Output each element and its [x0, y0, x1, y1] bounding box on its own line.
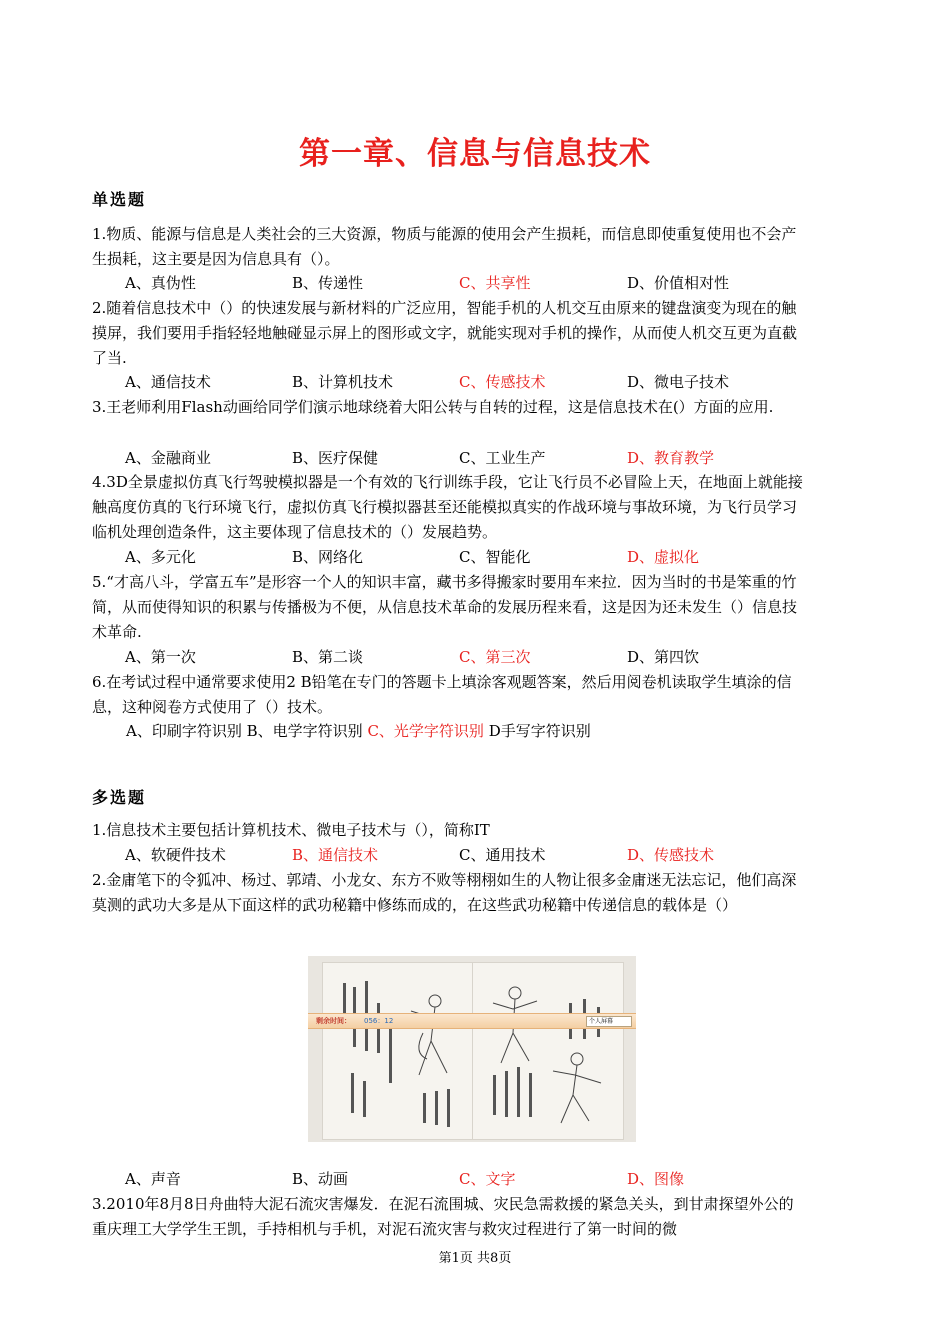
- question-text: 2.随着信息技术中（）的快速发展与新材料的广泛应用，智能手机的人机交互由原来的键盘演变为现在的触摸屏，我们要用手指轻轻地触碰显示屏上的图形或文字，就能实现对手机的操作，从而使人机交互更为直截了当.: [92, 299, 798, 367]
- option: A、多元化: [125, 548, 196, 566]
- question-text: 2.金庸笔下的令狐冲、杨过、郭靖、小龙女、东方不败等栩栩如生的人物让很多金庸迷无法忘记，他们高深莫测的武功大多是从下面这样的武功秘籍中修练而成的，在这些武功秘籍中传递信息的载体是（）: [92, 871, 797, 914]
- answer-option: D、传感技术: [627, 846, 715, 864]
- question-text: 3.王老师利用Flash动画给同学们演示地球绕着大阳公转与自转的过程，这是信息技术在(）方面的应用.: [92, 398, 774, 416]
- option: A、真伪性: [125, 274, 196, 292]
- question-text: 3.2010年8月8日舟曲特大泥石流灾害爆发．在泥石流围城、灾民急需救援的紧急关头，到甘肃探望外公的重庆理工大学学生王凯，手持相机与手机，对泥石流灾害与救灾过程进行了第一时间的微: [92, 1195, 794, 1238]
- option: B、医疗保健: [292, 449, 379, 467]
- option-row: [125, 370, 805, 394]
- option: B、电学字符识别: [246, 722, 363, 740]
- option: D、第四饮: [627, 648, 700, 666]
- option: C、工业生产: [459, 449, 546, 467]
- option: A、第一次: [125, 648, 196, 666]
- answer-option: C、共享性: [459, 274, 531, 292]
- exam-timer-bar: [308, 1013, 636, 1029]
- manual-photo: [308, 956, 636, 1142]
- option: A、软硬件技术: [125, 846, 226, 864]
- answer-option: B、通信技术: [292, 846, 379, 864]
- answer-option: C、第三次: [459, 648, 531, 666]
- answer-option: D、虚拟化: [627, 548, 700, 566]
- page-footer: 第1页 共8页: [438, 1251, 512, 1266]
- question-text: 1.信息技术主要包括计算机技术、微电子技术与（），简称IT: [92, 821, 490, 839]
- option: B、计算机技术: [292, 373, 394, 391]
- option-row: [125, 645, 805, 669]
- option: B、第二谈: [292, 648, 364, 666]
- timer-label: 剩余时间：: [316, 1017, 351, 1025]
- section-heading-multi: 多选题: [92, 788, 147, 807]
- screen-dropdown: 个人屏幕: [586, 1016, 632, 1027]
- option: B、传递性: [292, 274, 364, 292]
- question-text: 4.3D全景虚拟仿真飞行驾驶模拟器是一个有效的飞行训练手段，它让飞行员不必冒险上天，在地面上就能接触高度仿真的飞行环境飞行，虚拟仿真飞行模拟器甚至还能模拟真实的作战环境与事故环境，为飞行员学习临机处理创造条件，这主要体现了信息技术的（）发展趋势。: [92, 473, 803, 541]
- option: A、印刷字符识别: [126, 722, 242, 740]
- book-page-right: [472, 962, 624, 1140]
- question-text: 1.物质、能源与信息是人类社会的三大资源，物质与能源的使用会产生损耗，而信息即使重复使用也不会产生损耗，这主要是因为信息具有（）。: [92, 225, 797, 268]
- option: A、金融商业: [125, 449, 211, 467]
- section-heading-single: 单选题: [92, 190, 147, 209]
- option-row-inline: [126, 719, 591, 743]
- option: D、价值相对性: [627, 274, 730, 292]
- answer-option: C、光学字符识别: [367, 722, 484, 740]
- question-text: 6.在考试过程中通常要求使用2 B铅笔在专门的答题卡上填涂客观题答案，然后用阅卷机读取学生填涂的信息，这种阅卷方式使用了（）技术。: [92, 673, 792, 716]
- option-row: [125, 446, 805, 470]
- figure-drawing: [323, 963, 473, 1139]
- answer-option: D、图像: [627, 1170, 685, 1188]
- option: C、智能化: [459, 548, 531, 566]
- option: D手写字符识别: [488, 722, 591, 740]
- figure-drawing: [473, 963, 623, 1139]
- option: A、声音: [125, 1170, 181, 1188]
- option-row: [125, 843, 805, 867]
- timer-value: 056：12: [364, 1017, 394, 1025]
- option: C、通用技术: [459, 846, 546, 864]
- answer-option: C、文字: [459, 1170, 516, 1188]
- option-row: [125, 271, 805, 295]
- option: B、动画: [292, 1170, 349, 1188]
- option: B、网络化: [292, 548, 364, 566]
- book-page-left: [322, 962, 474, 1140]
- question-text: 5.“才高八斗，学富五车”是形容一个人的知识丰富，藏书多得搬家时要用车来拉．因为当时的书是笨重的竹简，从而使得知识的积累与传播极为不便，从信息技术革命的发展历程来看，这是因为还未发生（）信息技术革命.: [92, 573, 798, 641]
- page-title: 第一章、信息与信息技术: [299, 136, 651, 172]
- answer-option: D、教育教学: [627, 449, 715, 467]
- option: D、微电子技术: [627, 373, 730, 391]
- answer-option: C、传感技术: [459, 373, 546, 391]
- option-row: [125, 545, 805, 569]
- option: A、通信技术: [125, 373, 211, 391]
- option-row: [125, 1167, 805, 1191]
